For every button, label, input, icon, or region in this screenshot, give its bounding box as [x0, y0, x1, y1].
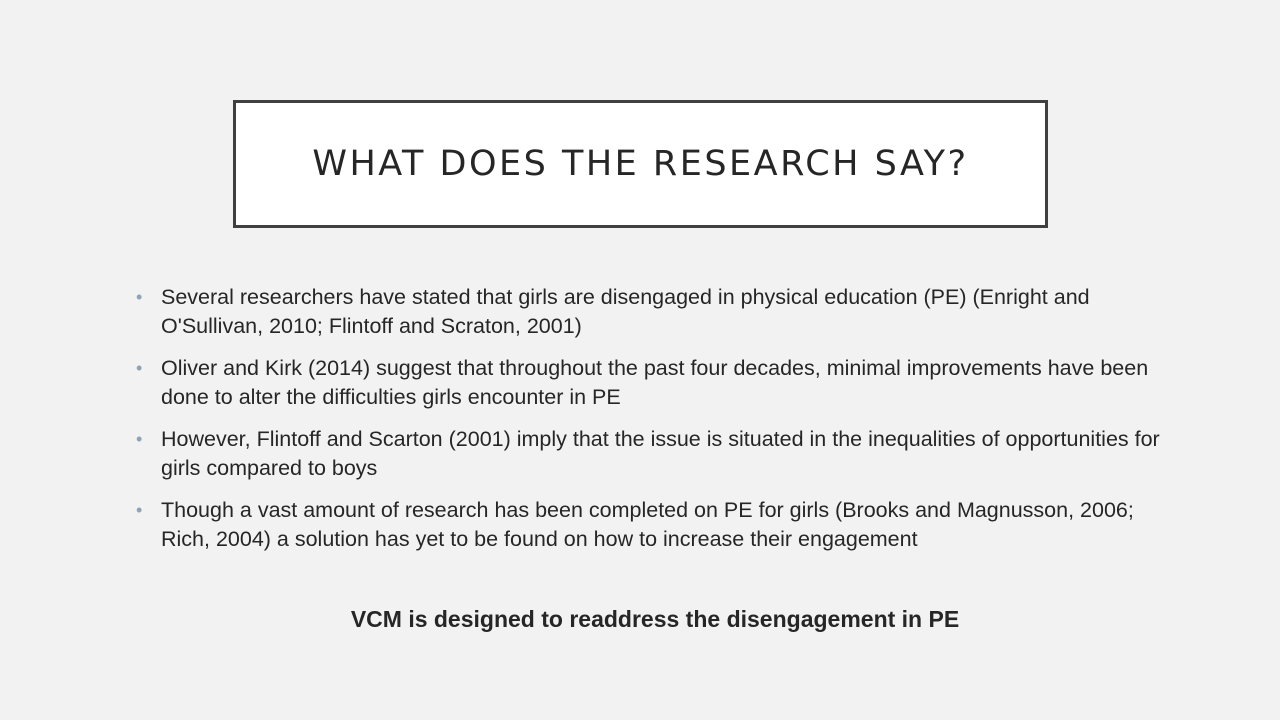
bullet-item [136, 496, 1186, 554]
bullet-text: However, Flintoff and Scarton (2001) imply that the issue is situated in the inequalities of opportunities for girls compared to boys [161, 427, 1160, 480]
bullet-item [136, 283, 1186, 341]
closing-statement: VCM is designed to readdress the disengagement in PE [350, 606, 960, 632]
bullet-item [136, 425, 1186, 483]
bullet-list [136, 283, 1186, 567]
bullet-marker: • [136, 500, 143, 520]
bullet-marker: • [136, 429, 143, 449]
bullet-text: Several researchers have stated that girls are disengaged in physical education (PE) (Enright and O'Sullivan, 2010; Flintoff and Scraton, 2001) [161, 285, 1090, 338]
title-box [233, 100, 1048, 228]
bullet-text: Though a vast amount of research has been completed on PE for girls (Brooks and Magnusson, 2006; Rich, 2004) a solution has yet to be found on how to increase their engagement [161, 498, 1134, 551]
slide-title: WHAT DOES THE RESEARCH SAY? [312, 144, 969, 184]
bullet-marker: • [136, 358, 143, 378]
bullet-item [136, 354, 1186, 412]
bullet-marker: • [136, 287, 143, 307]
bullet-text: Oliver and Kirk (2014) suggest that throughout the past four decades, minimal improvements have been done to alter the difficulties girls encounter in PE [161, 356, 1149, 409]
